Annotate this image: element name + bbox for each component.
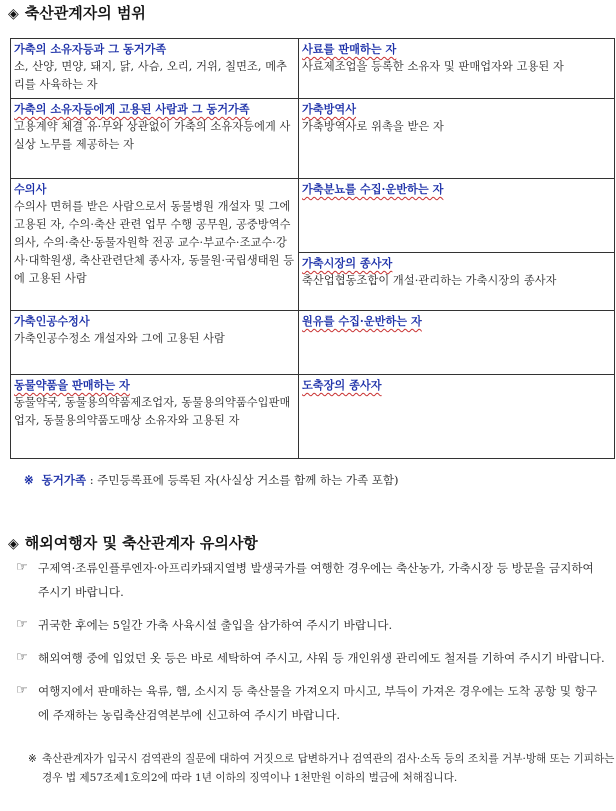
precaution-list [16,556,608,736]
list-item [16,613,608,637]
pointing-hand-icon: ☞ [16,683,28,698]
diamond-bullet-icon: ◈ [8,6,19,22]
note-label: 동거가족 [41,473,87,487]
cell-title: 동물약품을 판매하는 자 [14,378,130,392]
cell-text: 가축인공수정소 개설자와 그에 고용된 사람 [14,332,225,345]
cohabitant-note [24,472,398,488]
section-title: 축산관계자의 범위 [24,4,146,22]
stakeholder-table [10,38,615,459]
cell-title: 가축시장의 종사자 [302,256,393,270]
cell-livestock-owner [11,39,299,99]
footnote-marker: ※ [28,753,37,765]
cell-feed-seller [299,39,615,99]
list-item-text: 여행지에서 판매하는 육류, 햄, 소시지 등 축산물을 가져오지 마시고, 부득이 가져온 경우에는 도착 공항 및 항구에 주재하는 농림축산검역본부에 신고하여 주시기 바랍니다. [38,684,598,722]
cell-title: 가축인공수정사 [14,314,90,328]
note-marker: ※ [24,473,34,487]
list-item [16,556,608,604]
cell-insemination [11,311,299,375]
cell-title: 가축의 소유자등에게 고용된 사람과 그 동거가족 [14,102,250,116]
cell-manure-transport [299,179,615,253]
pointing-hand-icon: ☞ [16,560,28,575]
section-heading-scope [8,2,146,23]
cell-text: 동물약국, 동물용의약품제조업자, 동물용의약품수입판매업자, 동물용의약품도매상 소유자와 고용된 자 [14,396,291,427]
cell-title: 가축분뇨를 수집·운반하는 자 [302,182,444,196]
list-item-text: 귀국한 후에는 5일간 가축 사육시설 출입을 삼가하여 주시기 바랍니다. [38,618,393,632]
cell-title: 가축방역사 [302,102,357,116]
cell-slaughterhouse [299,375,615,459]
list-item-text: 해외여행 중에 입었던 옷 등은 바로 세탁하여 주시고, 샤워 등 개인위생 관리에도 철저를 기하여 주시기 바랍니다. [38,651,605,665]
list-item-text: 구제역·조류인플루엔자·아프리카돼지열병 발생국가를 여행한 경우에는 축산농가, 가축시장 등 방문을 금지하여 주시기 바랍니다. [38,561,594,599]
list-item [16,679,608,727]
cell-title: 사료를 판매하는 자 [302,42,397,56]
section-title: 해외여행자 및 축산관계자 유의사항 [24,534,258,552]
pointing-hand-icon: ☞ [16,617,28,632]
cell-title: 원유를 수집·운반하는 자 [302,314,422,328]
cell-animal-drug-seller [11,375,299,459]
cell-title: 수의사 [14,182,47,196]
diamond-bullet-icon: ◈ [8,536,19,552]
cell-title: 도축장의 종사자 [302,378,382,392]
penalty-footnote [28,750,616,788]
cell-text: 소, 산양, 면양, 돼지, 닭, 사슴, 오리, 거위, 칠면조, 메추리를 사육하는 자 [14,60,288,91]
note-text: : 주민등록표에 등록된 자(사실상 거소를 함께 하는 가족 포함) [89,473,399,487]
cell-text: 수의사 면허를 받은 사람으로서 동물병원 개설자 및 그에 고용된 자, 수의·축산 관련 업무 수행 공무원, 공중방역수의사, 수의·축산·동물자원학 전공 교수·부교수·조교수·강사·대학원생, 축산관련단체 종사자, 동물원·국립생태원 등에 고용된 사람 [14,200,295,285]
cell-veterinarian [11,179,299,311]
section-heading-precautions [8,532,258,553]
cell-livestock-market [299,253,615,311]
cell-quarantine-officer [299,99,615,179]
cell-text: 고용계약 체결 유·무와 상관없이 가축의 소유자등에게 사실상 노무를 제공하는 자 [14,120,291,151]
cell-text: 가축방역사로 위촉을 받은 자 [302,120,444,133]
footnote-text: 축산관계자가 입국시 검역관의 질문에 대하여 거짓으로 답변하거나 검역관의 검사·소독 등의 조치를 거부·방해 또는 기피하는 경우 법 제57조제1호의2에 따라 1년 이하의 징역이나 1천만원 이하의 벌금에 처해집니다. [42,753,615,784]
cell-raw-milk [299,311,615,375]
cell-title: 가축의 소유자등과 그 동거가족 [14,42,167,56]
cell-text: 축산업협동조합이 개설·관리하는 가축시장의 종사자 [302,274,557,287]
cell-text: 사료제조업을 등록한 소유자 및 판매업자와 고용된 자 [302,60,564,73]
cell-employee [11,99,299,179]
list-item [16,646,608,670]
pointing-hand-icon: ☞ [16,650,28,665]
